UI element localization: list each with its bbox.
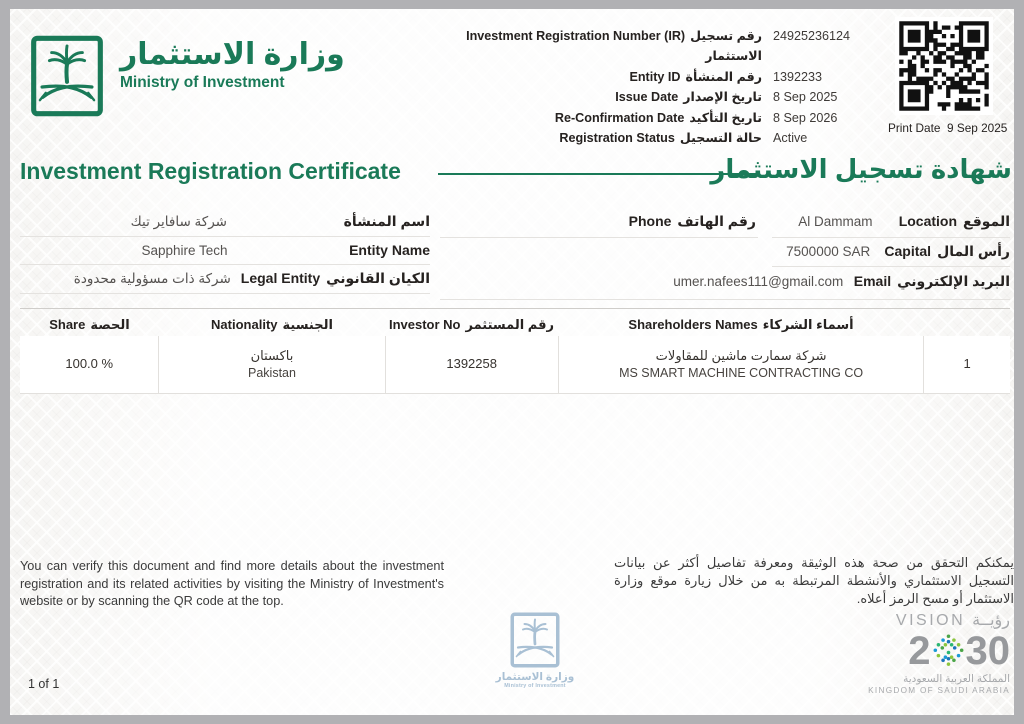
vision-2030-number	[854, 631, 1010, 671]
status-value: Active	[773, 131, 808, 146]
header-investor-no	[385, 317, 558, 333]
field-label-en: Capital	[884, 243, 932, 259]
header-label-en: Shareholders Names	[628, 317, 758, 332]
meta-value: 8 Sep 2025	[773, 90, 838, 105]
field-phone	[440, 208, 758, 238]
entity-fields-right	[440, 208, 1010, 300]
registration-meta	[430, 26, 866, 148]
entity-fields-left	[20, 208, 430, 294]
field-label-en: Email	[853, 273, 892, 289]
print-date	[888, 121, 1008, 135]
ministry-name-english: Ministry of Investment	[120, 74, 285, 91]
vision-word-en: VISION	[895, 612, 966, 629]
field-row-phone-location	[440, 208, 1010, 238]
header-label-en: Nationality	[211, 317, 278, 332]
field-label-en: Entity Name	[349, 242, 430, 258]
meta-label-en: Re-Confirmation Date	[554, 110, 685, 125]
shareholder-name-arabic: شركة سمارت ماشين للمقاولات	[655, 347, 827, 363]
meta-label-ar: تاريخ الإصدار	[683, 90, 762, 105]
meta-row-issue-date	[430, 87, 866, 107]
print-date-label: Print Date	[888, 121, 941, 135]
meta-value: 8 Sep 2026	[773, 110, 838, 125]
vision-ornament-icon	[933, 631, 964, 671]
ministry-name-arabic: وزارة الاستثمار	[120, 38, 345, 71]
meta-label-en: Registration Status	[559, 131, 675, 146]
field-capital	[772, 238, 1010, 267]
certificate-body	[10, 9, 1014, 715]
field-label-en: Phone	[628, 213, 672, 229]
header-label-ar: أسماء الشركاء	[762, 317, 854, 332]
shareholder-row	[20, 336, 1010, 394]
nationality-english: Pakistan	[248, 365, 296, 380]
qr-block	[888, 17, 1008, 135]
verification-text-arabic: يمكنكم التحقق من صحة هذه الوثيقة ومعرفة تفاصيل أكثر عن بيانات التسجيل الاستثماري والأنشطة المرتبطة به من خلال زيارة موقع وزارة الاستثمار أو مسح الرمز أعلاه.	[614, 555, 1014, 607]
ministry-emblem-icon	[30, 35, 104, 117]
cell-investor-no: 1392258	[386, 336, 559, 393]
header-index	[924, 317, 1010, 333]
meta-value: 1392233	[773, 69, 823, 84]
meta-label-ar: رقم تسجيل الاستثمار	[690, 29, 762, 64]
ministry-footer-logo	[480, 612, 590, 689]
meta-value: 24925236124	[773, 29, 851, 43]
field-entity-name-en	[20, 237, 430, 265]
field-value: Al Dammam	[798, 214, 873, 229]
cell-index: 1	[963, 356, 971, 372]
header-label-ar: الجنسية	[282, 317, 333, 332]
certificate-title-arabic: شهادة تسجيل الاستثمار	[710, 154, 1012, 184]
cell-nationality	[159, 336, 385, 393]
kingdom-name-arabic: المملكة العربية السعودية	[903, 673, 1010, 685]
meta-label-en: Issue Date	[615, 90, 679, 105]
nationality-arabic: باكستان	[250, 347, 294, 363]
field-label-ar: البريد الإلكتروني	[897, 273, 1010, 289]
vision-word-ar: رؤيــة	[972, 612, 1010, 629]
meta-label-ar: تاريخ التأكيد	[689, 110, 762, 125]
field-value: 7500000 SAR	[786, 244, 871, 259]
vision-wordmark	[854, 610, 1010, 630]
field-value: شركة ذات مسؤولية محدودة	[73, 271, 231, 286]
header-nationality	[159, 317, 385, 333]
shareholder-name-english: MS SMART MACHINE CONTRACTING CO	[619, 365, 864, 380]
meta-row-reconfirmation-date	[430, 108, 866, 128]
field-label-en: Legal Entity	[240, 270, 321, 286]
vision-2030-logo	[854, 610, 1010, 695]
meta-row-entity-id	[430, 67, 866, 87]
field-entity-name-ar	[20, 208, 430, 237]
header-label-en: Investor No	[388, 317, 461, 332]
certificate-title-english: Investment Registration Certificate	[20, 158, 401, 184]
meta-label-ar: حالة التسجيل	[679, 131, 762, 146]
cell-shareholder-name	[559, 336, 925, 393]
vision-digit-2: 2	[908, 629, 931, 673]
meta-label-en: Entity ID	[629, 69, 681, 84]
field-label-ar: الموقع	[963, 213, 1010, 229]
meta-row-ir-number	[430, 26, 866, 67]
field-row-capital	[440, 238, 1010, 267]
field-legal-entity	[20, 265, 430, 294]
field-label-ar: رقم الهاتف	[677, 213, 756, 229]
header-label-en: Share	[49, 317, 86, 332]
field-email	[440, 267, 1010, 300]
qr-code-icon	[895, 17, 993, 115]
title-divider-line	[438, 173, 756, 175]
header-label-ar: الحصة	[90, 317, 130, 332]
field-value: umer.nafees111@gmail.com	[673, 274, 844, 289]
header-share	[20, 317, 159, 333]
field-label-ar: الكيان القانوني	[326, 270, 430, 286]
footer-ministry-name-english: Ministry of Investment	[504, 683, 566, 689]
cell-share: 100.0 %	[20, 336, 159, 393]
vision-digits-30: 30	[965, 629, 1010, 673]
ministry-emblem-small-icon	[510, 612, 560, 668]
footer-ministry-name-arabic: وزارة الاستثمار	[495, 671, 575, 683]
field-label-en: Location	[898, 213, 958, 229]
qr-code	[895, 17, 993, 115]
field-value: شركة سافاير تيك	[130, 214, 227, 229]
field-label-ar: اسم المنشأة	[343, 213, 430, 229]
meta-label-ar: رقم المنشأة	[685, 69, 762, 84]
print-date-value: 9 Sep 2025	[947, 121, 1008, 135]
meta-label-en: Investment Registration Number (IR)	[466, 29, 686, 43]
header-label-ar: رقم المستثمر	[465, 317, 554, 332]
ministry-logo-text	[120, 37, 420, 93]
field-location	[772, 208, 1010, 238]
page-number: 1 of 1	[28, 677, 60, 691]
shareholders-table-header	[20, 308, 1010, 333]
header-shareholders-names	[558, 317, 924, 333]
field-label-ar: رأس المال	[937, 243, 1010, 259]
meta-row-registration-status	[430, 128, 866, 148]
field-empty	[440, 238, 758, 267]
verification-text-english: You can verify this document and find more details about the investment registration and its related activities by visiting the Ministry of Investment's website or by scanning the QR code at the top.	[20, 559, 444, 609]
kingdom-name-english: KINGDOM OF SAUDI ARABIA	[868, 686, 1010, 695]
field-value: Sapphire Tech	[141, 243, 228, 258]
